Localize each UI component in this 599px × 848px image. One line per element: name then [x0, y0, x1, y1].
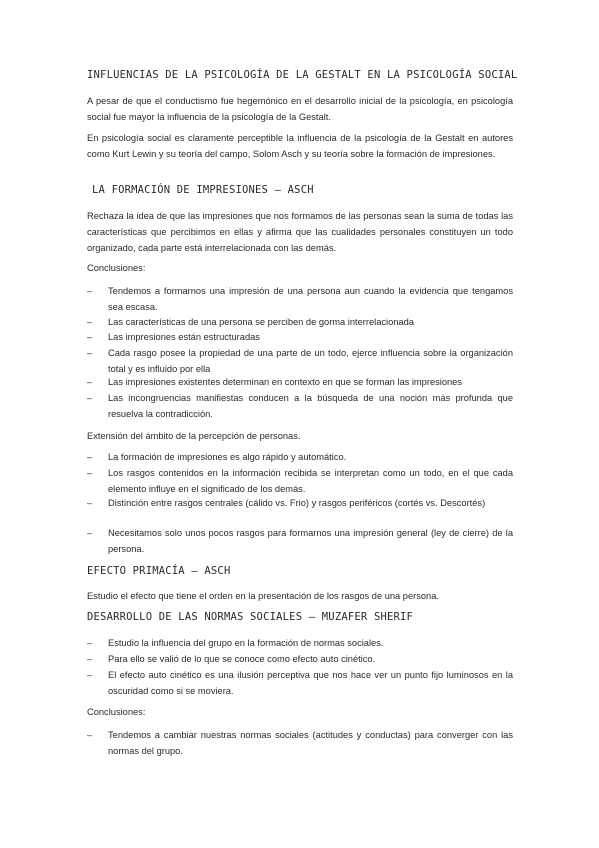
conclusions-label-2: Conclusiones:: [87, 707, 146, 717]
list-item: – Las características de una persona se perciben de gorma interrelacionada: [105, 314, 513, 330]
dash-bullet-icon: –: [87, 377, 93, 387]
dash-bullet-icon: –: [87, 498, 93, 508]
list-item: – Los rasgos contenidos en la información recibida se interpretan como un todo, en el que cada elemento influye en el significado de los demás.: [105, 465, 513, 497]
section-heading-impresiones: LA FORMACIÓN DE IMPRESIONES – ASCH: [92, 184, 314, 196]
dash-bullet-icon: –: [87, 730, 93, 740]
list-item: – La formación de impresiones es algo rápido y automático.: [105, 449, 513, 465]
list-item: – El efecto auto cinético es una ilusión perceptiva que nos hace ver un punto fijo luminosos en la oscuridad como si se moviera.: [105, 667, 513, 699]
dash-bullet-icon: –: [87, 317, 93, 327]
dash-bullet-icon: –: [87, 638, 93, 648]
dash-bullet-icon: –: [87, 670, 93, 680]
extension-label: Extensión del ámbito de la percepción de personas.: [87, 431, 301, 441]
intro-paragraph-2: En psicología social es claramente perceptible la influencia de la psicología de la Gestalt en autores como Kurt Lewin y su teoría del campo, Solom Asch y su teoría sobre la formación de impresiones.: [87, 133, 513, 159]
list-item: – Necesitamos solo unos pocos rasgos para formarnos una impresión general (ley de cierre) de la persona.: [105, 525, 513, 557]
dash-bullet-icon: –: [87, 468, 93, 478]
dash-bullet-icon: –: [87, 654, 93, 664]
list-item: – Tendemos a formarnos una impresión de una persona aun cuando la evidencia que tengamos sea escasa.: [105, 283, 513, 315]
list-item: – Estudio la influencia del grupo en la formación de normas sociales.: [105, 635, 513, 651]
intro-paragraph-1: A pesar de que el conductismo fue hegemónico en el desarrollo inicial de la psicología, en psicología social fue mayor la influencia de la psicología de la Gestalt.: [87, 96, 513, 122]
list-item: – Distinción entre rasgos centrales (cálido vs. Frio) y rasgos periféricos (cortés vs. Descortés): [105, 495, 513, 511]
dash-bullet-icon: –: [87, 332, 93, 342]
list-item: – Las impresiones están estructuradas: [105, 329, 513, 345]
section-heading-normas: DESARROLLO DE LAS NORMAS SOCIALES – MUZAFER SHERIF: [87, 611, 414, 623]
list-item: – Cada rasgo posee la propiedad de una parte de un todo, ejerce influencia sobre la organización total y es influido por ella: [105, 345, 513, 377]
list-item: – Tendemos a cambiar nuestras normas sociales (actitudes y conductas) para converger con las normas del grupo.: [105, 727, 513, 759]
document-title: INFLUENCIAS DE LA PSICOLOGÍA DE LA GESTALT EN LA PSICOLOGÍA SOCIAL: [87, 69, 518, 81]
dash-bullet-icon: –: [87, 393, 93, 403]
list-item: – Para ello se valió de lo que se conoce como efecto auto cinético.: [105, 651, 513, 667]
dash-bullet-icon: –: [87, 528, 93, 538]
conclusions-label: Conclusiones:: [87, 263, 146, 273]
section-heading-primacia: EFECTO PRIMACÍA – ASCH: [87, 565, 231, 577]
section1-paragraph: Rechaza la idea de que las impresiones que nos formamos de las personas sean la suma de todas las características que percibimos en ellas y afirma que las cualidades personales constituyen un todo organizado, cada parte está interrelacionada con las demás.: [87, 211, 513, 253]
section2-paragraph: Estudio el efecto que tiene el orden en la presentación de los rasgos de una persona.: [87, 591, 439, 601]
dash-bullet-icon: –: [87, 348, 93, 358]
list-item: – Las impresiones existentes determinan en contexto en que se forman las impresiones: [105, 374, 513, 390]
dash-bullet-icon: –: [87, 286, 93, 296]
dash-bullet-icon: –: [87, 452, 93, 462]
list-item: – Las incongruencias manifiestas conducen a la búsqueda de una noción más profunda que resuelva la contradicción.: [105, 390, 513, 422]
